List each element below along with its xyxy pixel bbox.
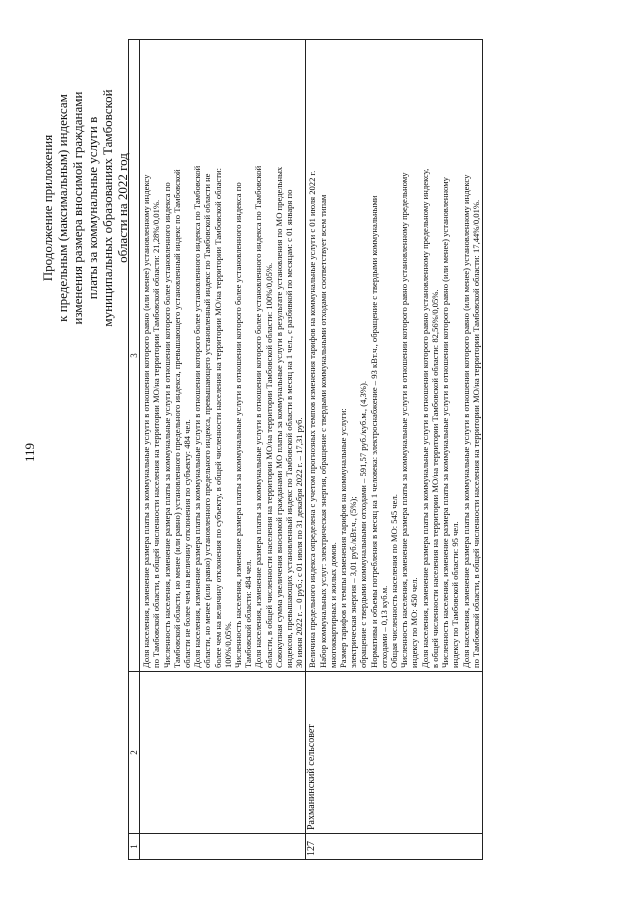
header-line: муниципальных образованиях Тамбовской [100, 89, 115, 327]
header-line: платы за коммунальные услуги в [85, 116, 100, 300]
text-line: Доля населения, изменение размера платы за коммунальные услуги в отношении которого равно (или менее) установленному индексу [141, 174, 152, 668]
text-line: обращение с твердыми коммунальными отходами – 591,57 руб./куб.м., (4,3%). [358, 381, 369, 668]
text-line: 100%/0,05%. [222, 621, 233, 668]
header-line: изменения размера вносимой гражданами [70, 91, 85, 325]
text-line: области, в общей численности населения на территории МО/на территории Тамбовской области: 100%/0,05%. [263, 262, 274, 668]
text-line: Тамбовской области, но менее (или равно) установленного предельного индекса, превышающего установленный индекс по Тамбовской [171, 169, 182, 668]
text-line: области не более чем на величину отклонения по субъекту: 484 чел. [182, 419, 193, 668]
row-number: 127 [306, 834, 482, 860]
appendix-header [40, 58, 130, 358]
text-line: в общей численности населения на территории МО/на территории Тамбовской области: 82,56%/0,05%. [429, 289, 440, 668]
page-number: 119 [22, 442, 37, 463]
col-header: 2 [129, 672, 140, 834]
continuation-text [140, 40, 306, 672]
text-line: по Тамбовской области, в общей численности населения на территории МО/на территории Тамбовской области: 21,28%/0,01%. [151, 199, 162, 668]
text-line: Численность населения, изменение размера платы за коммунальные услуги в отношении которого более установленного индекса по [161, 182, 172, 668]
text-line: Совокупная сумма увеличения вносимой гражданами МО платы за коммунальные услуги в результате установления по МО предельных [273, 166, 284, 668]
text-line: Нормативы и объемы потребления в месяц на 1 человека: электроснабжение – 93 кВт.ч., обращение с твердыми коммунальными [368, 195, 379, 668]
text-line: Величина предельного индекса определена с учетом прогнозных темпов изменения тарифов на коммунальные услуги с 01 июля 2022 г. [307, 170, 318, 668]
text-line: области, но менее (или равно) установленного предельного индекса, превышающего установленный индекс по Тамбовской области не [202, 173, 213, 668]
text-line: 30 июня 2022 г. – 0 руб.; с 01 июля по 31 декабря 2022 г. – 17,31 руб. [294, 417, 305, 668]
text-line: электрическая энергия – 3,01 руб./кВт.ч., (5%); [348, 496, 359, 668]
municipality-name: Рахманинский сельсовет [306, 672, 482, 834]
indices-table [128, 39, 483, 860]
row-text [306, 40, 482, 672]
text-line: индексу по Тамбовской области: 95 чел. [450, 521, 461, 668]
text-line: многоквартирных и жилых домов. [327, 542, 338, 668]
text-line: Общая численность населения по МО: 545 чел. [389, 494, 400, 668]
col-header: 3 [129, 40, 140, 672]
text-line: по Тамбовской области, в общей численности населения на территории МО/на территории Тамбовской области: 17,44%/0,01%. [470, 199, 481, 668]
text-line: Размер тарифов и темпы изменения тарифов на коммунальные услуги: [338, 408, 349, 668]
text-line: Численность населения, изменение размера платы за коммунальные услуги в отношении которого более установленного индекса по [233, 182, 244, 668]
text-line: индексу по МО: 450 чел. [409, 577, 420, 668]
col-header: 1 [129, 834, 140, 860]
text-line: Доля населения, изменение размера платы за коммунальные услуги в отношении которого более установленного индекса по Тамбовской [192, 165, 203, 668]
header-line: к предельным (максимальным) индексам [55, 94, 70, 322]
text-line: отходами – 0,13 куб.м. [378, 585, 389, 668]
text-line: Доля населения, изменение размера платы за коммунальные услуги в отношении которого более установленного индекса по Тамбовской [253, 165, 264, 668]
text-line: Доля населения, изменение размера платы за коммунальные услуги в отношении которого равно (или менее) установленному индексу [460, 174, 471, 668]
text-line: Набор коммунальных услуг: электрическая энергия, обращение с твердыми коммунальными отходами соответствует всем типам [317, 194, 328, 668]
header-line: Продолжение приложения [40, 134, 55, 282]
table-header-row [129, 40, 140, 860]
text-line: индексов, превышающих установленный индекс по Тамбовской области в месяц на 1 чел., с разбивкой по месяцам: с 01 января по [284, 189, 295, 668]
text-line: Доля населения, изменение размера платы за коммунальные услуги в отношении которого равно установленному предельному индексу, [419, 168, 430, 668]
continuation-row [140, 40, 306, 860]
text-line: Тамбовской области: 484 чел. [243, 559, 254, 668]
header-line: области на 2022 год [115, 153, 130, 263]
text-line: Численность населения, изменение размера платы за коммунальные услуги в отношении которого равно (или менее) установленному [440, 177, 451, 668]
text-line: Численность населения, изменение размера платы за коммунальные услуги в отношении которого равно установленному предельному [399, 172, 410, 668]
table-row [306, 40, 482, 860]
text-line: более чем на величину отклонения по субъекту, в общей численности населения на территории МО/на территории Тамбовской области: [212, 168, 223, 668]
